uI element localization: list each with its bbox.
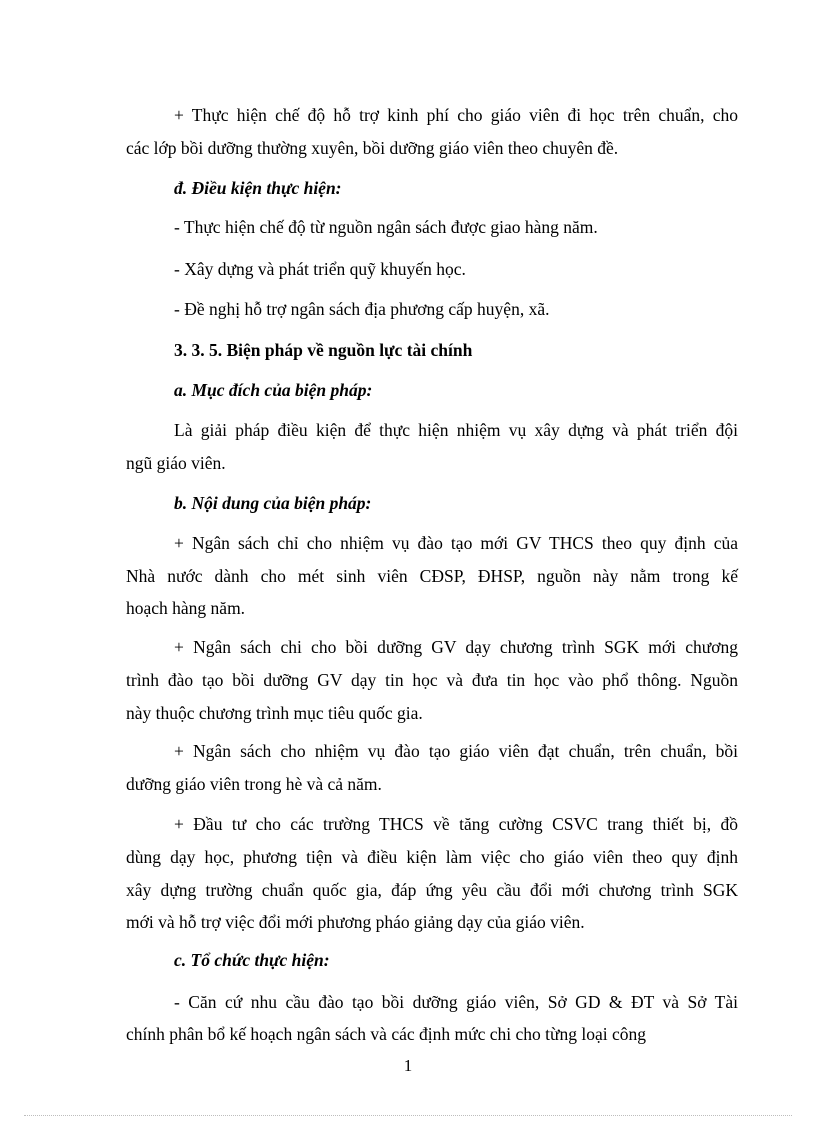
paragraph-line: hoạch hàng năm. [126, 598, 246, 618]
subheading: c. Tổ chức thực hiện: [174, 950, 330, 970]
page-number: 1 [403, 1056, 413, 1075]
paragraph-line: trình đào tạo bồi dưỡng GV dạy tin học và đưa tin học vào phổ thông. Nguồn [126, 670, 738, 690]
paragraph-line: này thuộc chương trình mục tiêu quốc gia. [126, 703, 423, 723]
paragraph-line: + Ngân sách chỉ cho nhiệm vụ đào tạo mới GV THCS theo quy định của [174, 533, 738, 553]
paragraph-line: dùng dạy học, phương tiện và điều kiện làm việc cho giáo viên theo quy định [126, 847, 738, 867]
paragraph-line: mới và hỗ trợ việc đổi mới phương pháo giảng dạy của giáo viên. [126, 912, 585, 932]
paragraph-line: chính phân bổ kế hoạch ngân sách và các định mức chi cho từng loại công [126, 1024, 646, 1044]
subheading: đ. Điều kiện thực hiện: [174, 178, 342, 198]
list-item: - Xây dựng và phát triển quỹ khuyến học. [174, 259, 466, 279]
subheading: b. Nội dung của biện pháp: [174, 493, 372, 513]
paragraph-line: - Căn cứ nhu cầu đào tạo bồi dưỡng giáo viên, Sở GD & ĐT và Sở Tài [174, 992, 738, 1012]
paragraph-line: dưỡng giáo viên trong hè và cả năm. [126, 774, 382, 794]
paragraph-line: các lớp bồi dưỡng thường xuyên, bồi dưỡng giáo viên theo chuyên đề. [126, 138, 619, 158]
paragraph-line: + Ngân sách cho nhiệm vụ đào tạo giáo viên đạt chuẩn, trên chuẩn, bồi [174, 741, 738, 761]
paragraph-line: + Đầu tư cho các trường THCS về tăng cường CSVC trang thiết bị, đồ [174, 814, 738, 834]
section-heading: 3. 3. 5. Biện pháp về nguồn lực tài chính [174, 340, 473, 360]
paragraph-line: xây dựng trường chuẩn quốc gia, đáp ứng yêu cầu đổi mới chương trình SGK [126, 880, 738, 900]
paragraph-line: Nhà nước dành cho mét sinh viên CĐSP, ĐHSP, nguồn này nằm trong kế [126, 566, 738, 586]
list-item: - Thực hiện chế độ từ nguồn ngân sách được giao hàng năm. [174, 217, 598, 237]
footer-divider [24, 1115, 792, 1116]
paragraph-line: ngũ giáo viên. [126, 453, 226, 473]
paragraph-line: + Thực hiện chế độ hỗ trợ kinh phí cho giáo viên đi học trên chuẩn, cho [174, 105, 738, 125]
subheading: a. Mục đích của biện pháp: [174, 380, 373, 400]
paragraph-line: Là giải pháp điều kiện để thực hiện nhiệm vụ xây dựng và phát triển đội [174, 420, 738, 440]
paragraph-line: + Ngân sách chi cho bồi dưỡng GV dạy chương trình SGK mới chương [174, 637, 738, 657]
list-item: - Đề nghị hỗ trợ ngân sách địa phương cấp huyện, xã. [174, 299, 550, 319]
